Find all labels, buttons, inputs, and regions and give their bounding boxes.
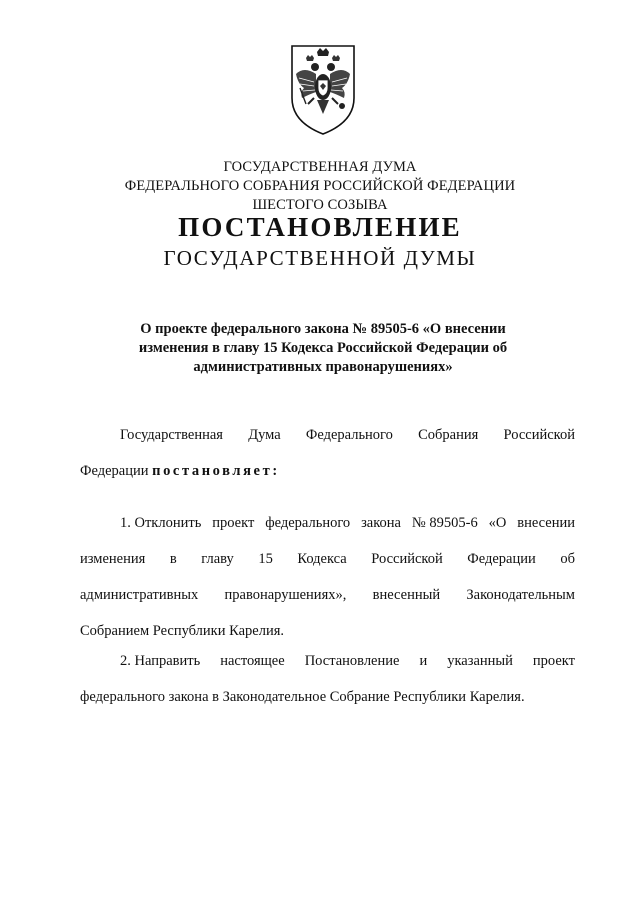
word: об [560,551,575,567]
header-line: ФЕДЕРАЛЬНОГО СОБРАНИЯ РОССИЙСКОЙ ФЕДЕРАЦИИ [124,178,516,194]
subject-line: изменения в главу 15 Кодекса Российской Федерации об [138,340,508,356]
word: и [419,653,428,669]
word: настоящее [220,653,285,669]
word: Законодательным [466,587,575,603]
decree-word: постановляет: [152,463,280,479]
word: Постановление [304,653,400,669]
word: указанный [447,653,513,669]
word: 2. Направить [120,653,201,669]
header-line: ГОСУДАРСТВЕННАЯ ДУМА [223,159,417,175]
document-subtitle: ГОСУДАРСТВЕННОЙ ДУМЫ [163,246,477,270]
word: проект [532,653,575,669]
preamble-paragraph [80,417,575,489]
document-subject [120,320,526,377]
item-1-line [80,505,575,541]
word: внесенный [372,587,441,603]
item-2-line [80,643,575,679]
word: Собрания [418,427,479,443]
word: правонарушениях», [224,587,347,603]
word: 1. Отклонить [120,515,202,531]
word: закона [361,515,401,531]
word: внесении [517,515,575,531]
word: проект [212,515,255,531]
word: Российской [371,551,443,567]
item-1-line: Собранием Республики Карелия. [80,623,284,639]
preamble-line [80,417,575,453]
word: в [169,551,177,567]
coat-of-arms-emblem [286,40,360,138]
word: Кодекса [297,551,347,567]
header-line: ШЕСТОГО СОЗЫВА [252,197,388,213]
word: № 89505-6 [411,515,478,531]
word: Российской [503,427,575,443]
word: «О [488,515,507,531]
issuing-body-header [0,158,640,215]
subject-line: О проекте федерального закона № 89505-6 «О внесении [140,321,506,337]
word: Федерального [305,427,393,443]
word: Государственная [120,427,223,443]
preamble-line [80,453,575,489]
subject-line: административных правонарушениях» [193,359,453,375]
word: Федерации [467,551,536,567]
document-title: ПОСТАНОВЛЕНИЕ [178,212,462,242]
item-2-paragraph [80,643,575,715]
word: Дума [248,427,281,443]
word: федерального [265,515,351,531]
item-1-line [80,577,575,613]
item-1-paragraph [80,505,575,649]
word: административных [80,587,199,603]
item-2-line: федерального закона в Законодательное Собрание Республики Карелия. [80,689,525,705]
word: изменения [80,551,146,567]
word: 15 [258,551,273,567]
item-1-line [80,541,575,577]
word: Федерации [80,463,149,479]
word: главу [201,551,234,567]
